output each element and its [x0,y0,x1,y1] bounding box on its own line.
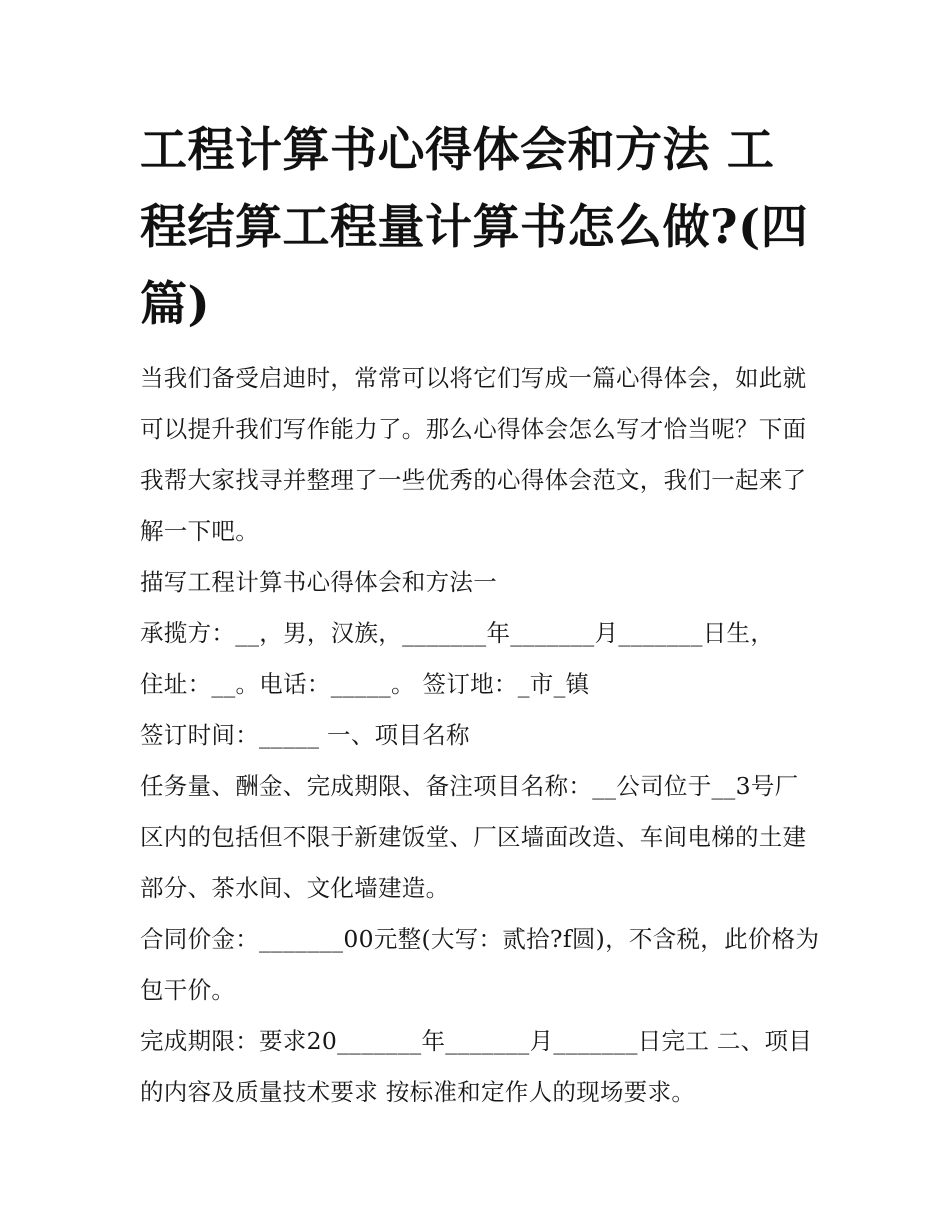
completion-deadline-paragraph: 完成期限：要求20_______年_______月_______日完工 二、项目的内容及质量技术要求 按标准和定作人的现场要求。 [140,1027,813,1106]
section-heading: 描写工程计算书心得体会和方法一 [140,568,497,596]
project-description-paragraph: 任务量、酬金、完成期限、备注项目名称：__公司位于__3号厂区内的包括但不限于新建饭堂、厂区墙面改造、车间电梯的土建部分、茶水间、文化墙建造。 [140,772,807,902]
document-body [140,353,820,1118]
document-title: 工程计算书心得体会和方法 工程结算工程量计算书怎么做?(四篇) [140,123,809,332]
contract-price-paragraph: 合同价金：_______00元整(大写：贰拾?f圆)，不含税，此价格为包干价。 [140,925,820,1004]
signing-time-line: 签订时间：_____ 一、项目名称 [140,721,470,749]
address-line: 住址：__。电话：_____。 签订地：_市_镇 [140,670,590,698]
intro-paragraph: 当我们备受启迪时，常常可以将它们写成一篇心得体会，如此就可以提升我们写作能力了。那么心得体会怎么写才恰当呢？下面我帮大家找寻并整理了一些优秀的心得体会范文，我们一起来了解一下吧。 [140,364,807,545]
contractor-line: 承揽方：__，男，汉族，_______年_______月_______日生， [140,619,775,647]
